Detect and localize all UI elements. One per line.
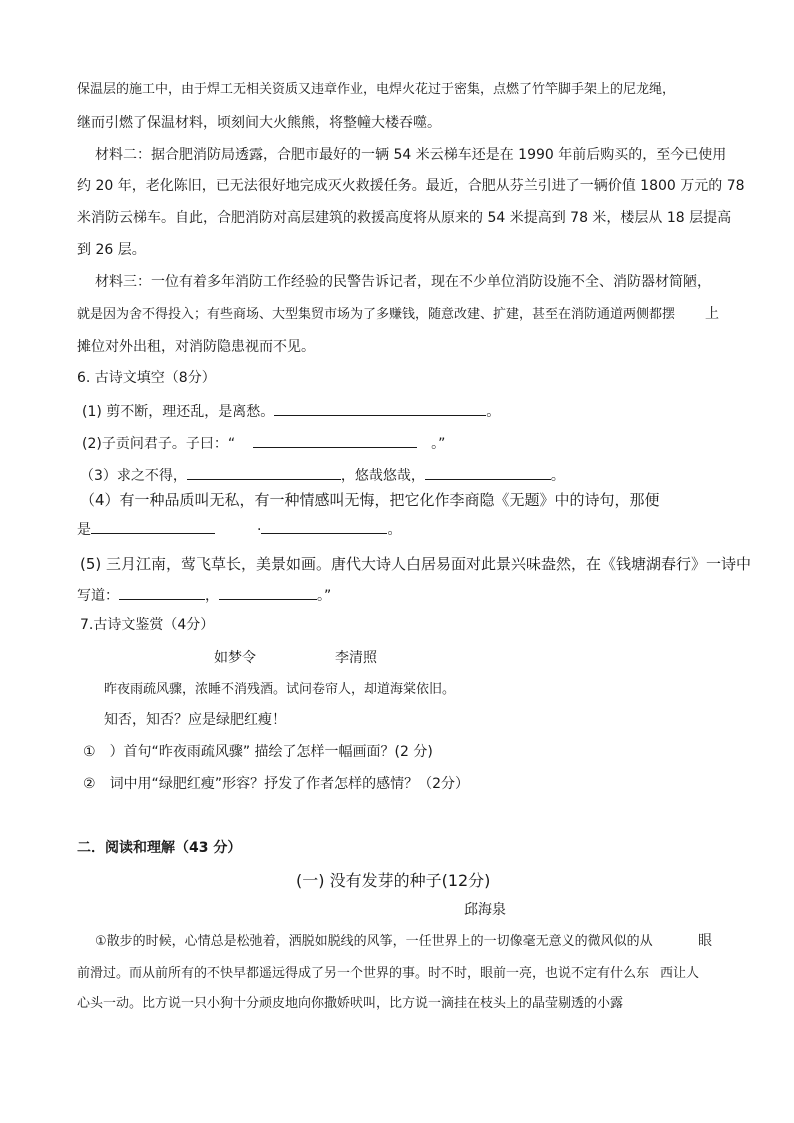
item-text: 是	[77, 522, 91, 538]
item-text: 写道：	[77, 588, 119, 604]
item-text: 。	[387, 522, 402, 538]
paragraph-line: 继而引燃了保温材料，顷刻间大火熊熊，将整幢大楼吞噬。	[77, 115, 441, 131]
material-two-line: 到 26 层。	[77, 242, 146, 258]
item-text: ·	[257, 522, 262, 538]
item-text: 。	[486, 404, 501, 420]
sub-text: 词中用“绿肥红瘦”形容？抒发了作者怎样的感情？（2分）	[109, 776, 469, 792]
item-text: 。	[550, 468, 565, 484]
material-two-line: 材料二：据合肥消防局透露，合肥市最好的一辆 54 米云梯车还是在 1990 年前后购买的，至今已使用	[95, 147, 727, 163]
answer-blank	[274, 401, 486, 416]
poem-author: 李清照	[335, 650, 377, 666]
item-text: 。”	[317, 588, 332, 604]
paragraph-line: 保温层的施工中，由于焊工无相关资质又违章作业，电焊火花过于密集，点燃了竹竿脚手架上的尼龙绳，	[77, 82, 676, 97]
sub-text: ）首句“昨夜雨疏风骤” 描绘了怎样一幅画面？(2 分)	[109, 744, 433, 760]
answer-blank	[187, 465, 341, 480]
answer-blank	[119, 585, 205, 600]
poem-line: 知否，知否？应是绿肥红瘦！	[104, 712, 286, 728]
answer-blank	[253, 433, 417, 448]
answer-blank	[261, 519, 387, 534]
question-6-item-2	[82, 433, 445, 453]
question-6-item-3	[80, 465, 565, 485]
article-title: (一) 没有发芽的种子(12分)	[296, 871, 491, 890]
item-text: ，悠哉悠哉，	[340, 468, 425, 484]
item-text: (2)子贡问君子。子曰：“	[82, 436, 236, 452]
item-text: ，	[205, 588, 219, 604]
article-author: 邱海泉	[464, 902, 506, 918]
question-6-item-4-blanks	[77, 519, 401, 539]
sub-number: ②	[83, 776, 96, 792]
item-text: （3）求之不得，	[80, 468, 187, 484]
material-three-line-end: 上	[705, 306, 719, 322]
poem-line: 昨夜雨疏风骤，浓睡不消残酒。试问卷帘人，却道海棠依旧。	[104, 682, 456, 697]
sub-number: ①	[83, 744, 96, 760]
question-6-item-1	[82, 401, 500, 421]
article-paragraph-line: ①散步的时候，心情总是松弛着，洒脱如脱线的风筝，一任世界上的一切像毫无意义的微风似的从	[95, 934, 653, 949]
answer-blank	[219, 585, 317, 600]
article-paragraph-line-end: 眼	[698, 933, 712, 949]
item-text: (1) 剪不断，理还乱，是离愁。	[82, 404, 275, 420]
section-two-title: 二．阅读和理解（43 分）	[77, 840, 242, 856]
question-6-item-5: (5) 三月江南，莺飞草长，美景如画。唐代大诗人白居易面对此景兴味盎然，在《钱塘湖春行》一诗中	[80, 555, 752, 573]
material-three-line: 材料三：一位有着多年消防工作经验的民警告诉记者，现在不少单位消防设施不全、消防器材简陋，	[95, 274, 711, 290]
question-7-title: 7.古诗文鉴赏（4分）	[80, 617, 215, 633]
question-6-item-5-blanks	[77, 585, 331, 605]
question-7-sub-2	[83, 776, 469, 793]
question-7-sub-1	[83, 744, 433, 761]
question-6-item-4: （4）有一种品质叫无私，有一种情感叫无悔，把它化作李商隐《无题》中的诗句，那便	[80, 491, 660, 509]
item-text: 。”	[431, 436, 446, 452]
article-paragraph-line-end: 西让人	[660, 966, 700, 981]
material-three-line: 摊位对外出租，对消防隐患视而不见。	[77, 339, 315, 355]
article-paragraph-line: 前滑过。而从前所有的不快早都遥远得成了另一个世界的事。时不时，眼前一亮，也说不定有什么东	[77, 966, 650, 981]
answer-blank	[91, 519, 215, 534]
material-two-line: 约 20 年，老化陈旧，已无法很好地完成灭火救援任务。最近，合肥从芬兰引进了一辆价值 1800 万元的 78	[77, 178, 745, 194]
material-two-line: 米消防云梯车。自此，合肥消防对高层建筑的救援高度将从原来的 54 米提高到 78 米，楼层从 18 层提高	[77, 210, 732, 226]
poem-title: 如梦令	[214, 650, 256, 666]
answer-blank	[425, 465, 551, 480]
question-6-title: 6. 古诗文填空（8分）	[77, 370, 216, 386]
material-three-line: 就是因为舍不得投入；有些商场、大型集贸市场为了多赚钱，随意改建、扩建，甚至在消防通道两侧都摆	[77, 307, 676, 322]
article-paragraph-line: 心头一动。比方说一只小狗十分顽皮地向你撒娇吠叫，比方说一滴挂在枝头上的晶莹剔透的小露	[77, 996, 624, 1011]
